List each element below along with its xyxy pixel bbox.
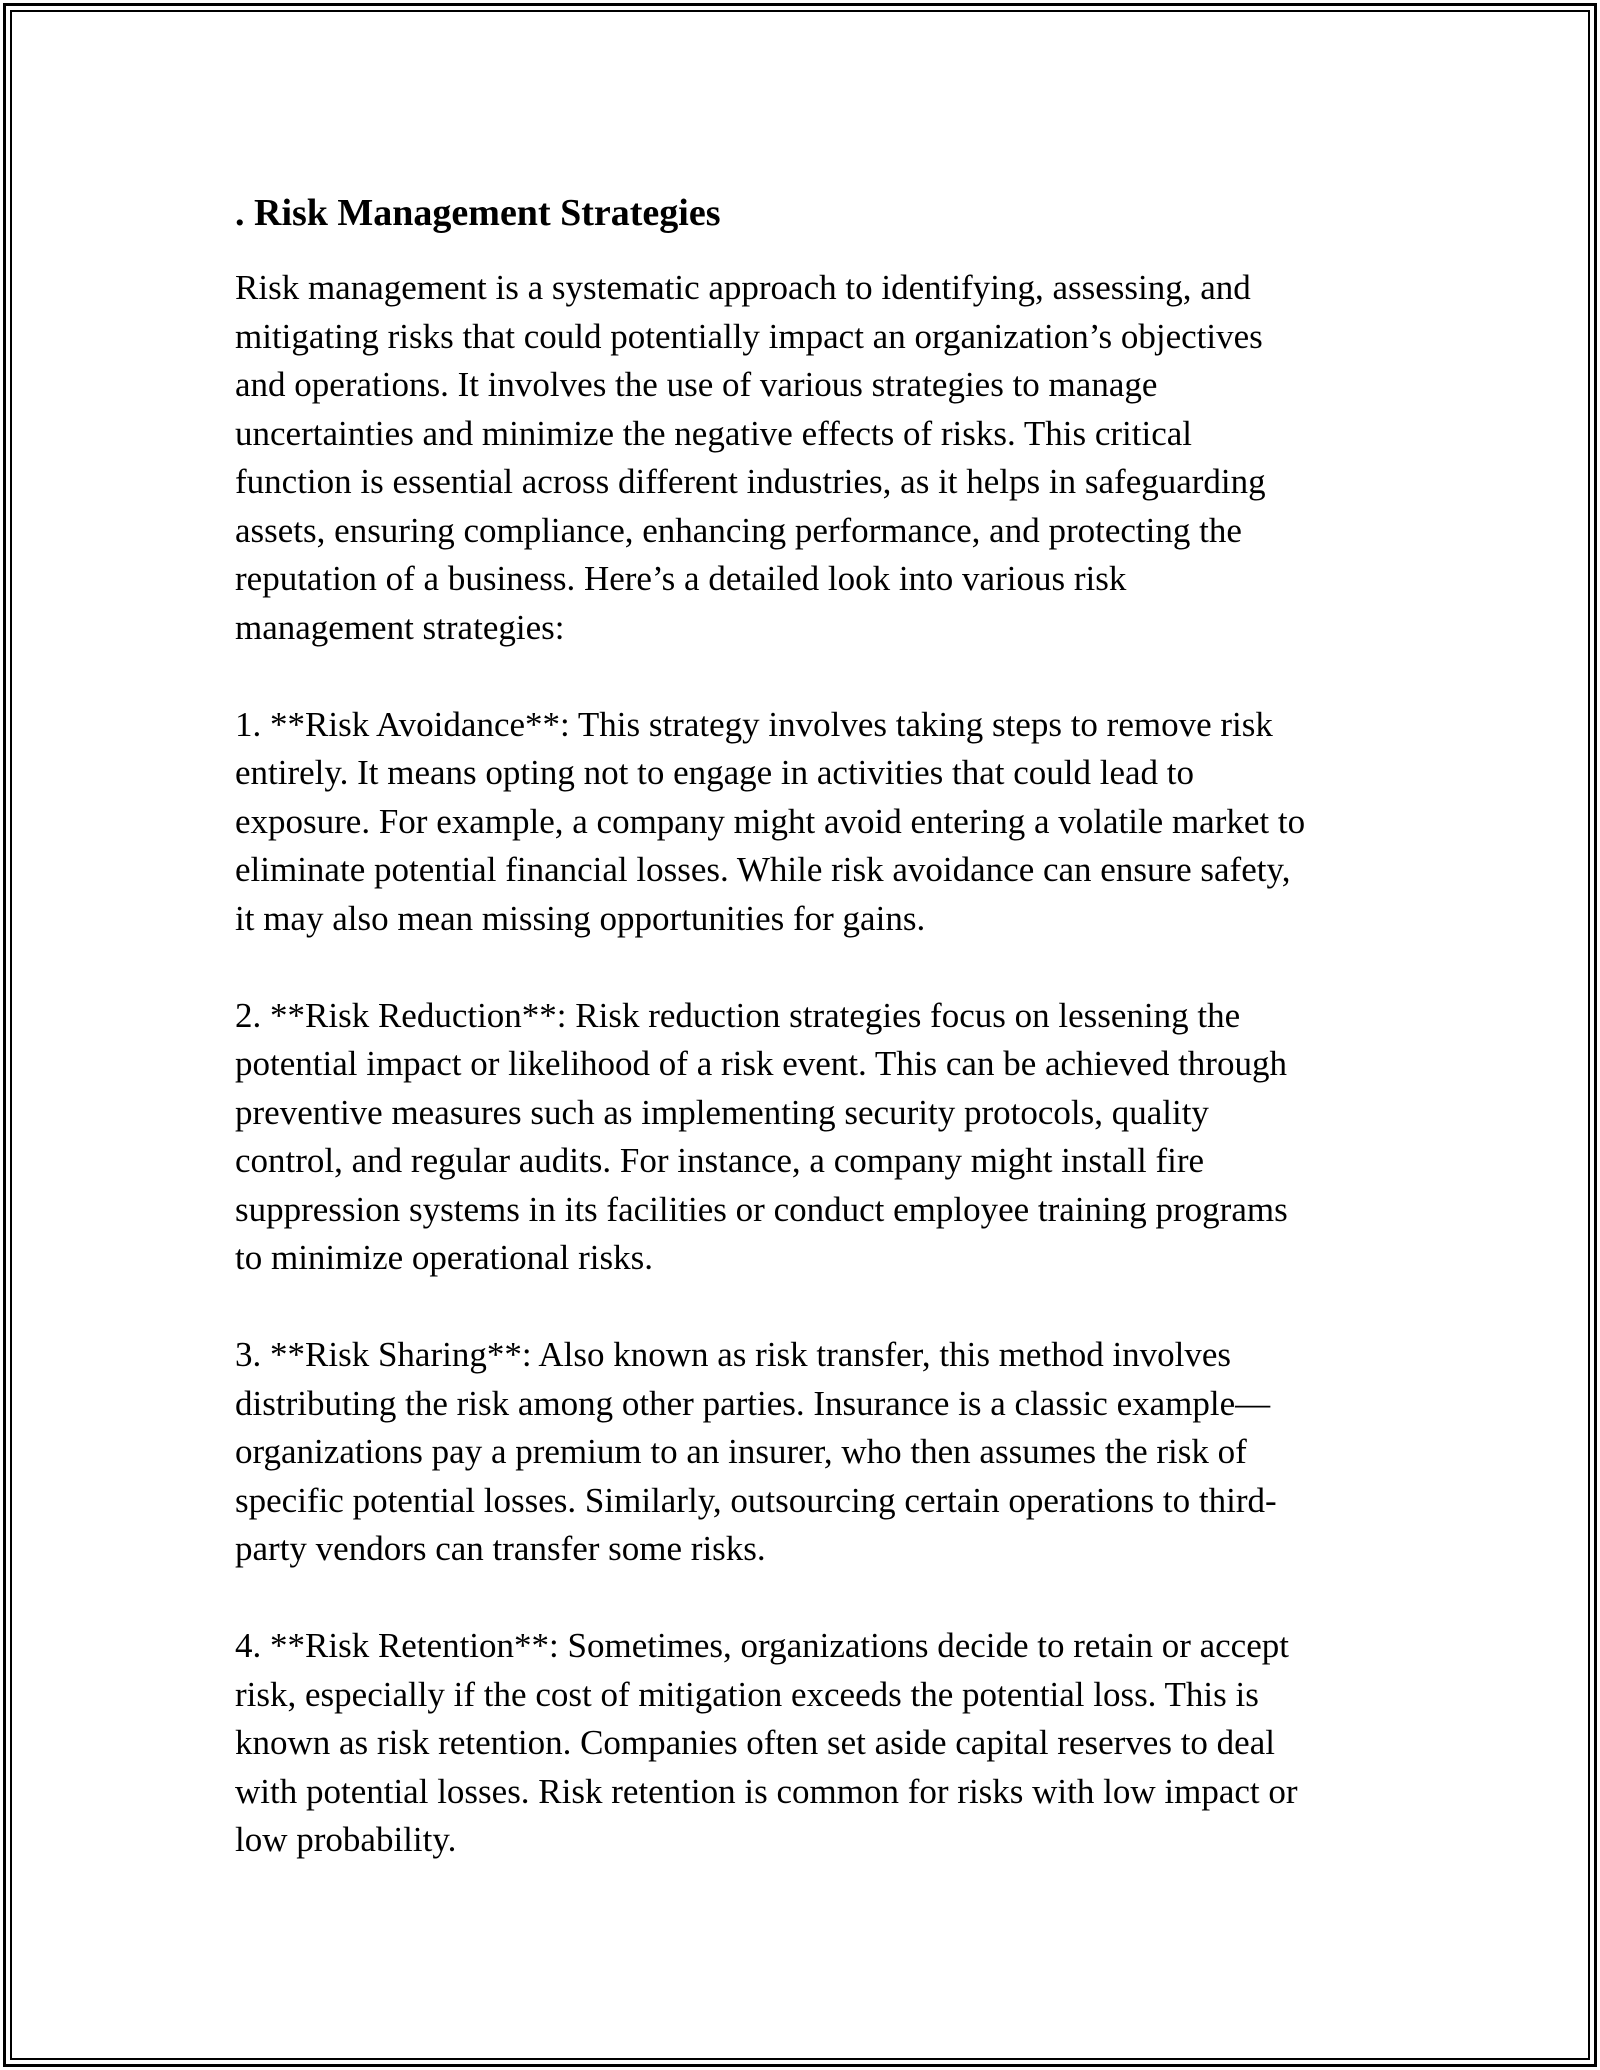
strategy-line: it may also mean missing opportunities for gains.: [235, 898, 926, 938]
strategy-risk-retention: [235, 1622, 1375, 1865]
strategy-line: 4. **Risk Retention**: Sometimes, organizations decide to retain or accept: [235, 1626, 1289, 1665]
strategy-line: suppression systems in its facilities or conduct employee training programs: [235, 1189, 1288, 1229]
intro-line: reputation of a business. Here’s a detailed look into various risk: [235, 559, 1127, 598]
intro-line: assets, ensuring compliance, enhancing performance, and protecting the: [235, 510, 1242, 550]
intro-line: and operations. It involves the use of various strategies to manage: [235, 365, 1158, 404]
strategy-line: low probability.: [235, 1820, 457, 1859]
strategy-line: preventive measures such as implementing security protocols, quality: [235, 1092, 1209, 1132]
document-content: [235, 188, 1375, 1865]
strategy-line: 1. **Risk Avoidance**: This strategy involves taking steps to remove risk: [235, 704, 1273, 744]
strategy-risk-avoidance: [235, 701, 1375, 944]
strategy-risk-reduction: [235, 992, 1375, 1283]
strategy-line: control, and regular audits. For instance, a company might install fire: [235, 1141, 1205, 1180]
strategy-risk-sharing: [235, 1331, 1375, 1574]
strategy-line: risk, especially if the cost of mitigation exceeds the potential loss. This is: [235, 1674, 1259, 1714]
strategy-line: known as risk retention. Companies often set aside capital reserves to deal: [235, 1723, 1275, 1762]
strategy-line: to minimize operational risks.: [235, 1238, 653, 1277]
strategy-line: organizations pay a premium to an insurer, who then assumes the risk of: [235, 1432, 1247, 1471]
intro-line: mitigating risks that could potentially impact an organization’s objectives: [235, 316, 1263, 356]
strategy-line: party vendors can transfer some risks.: [235, 1529, 766, 1568]
intro-line: management strategies:: [235, 607, 565, 647]
strategy-line: specific potential losses. Similarly, outsourcing certain operations to third-: [235, 1480, 1277, 1520]
intro-paragraph: [235, 264, 1375, 652]
strategy-line: potential impact or likelihood of a risk event. This can be achieved through: [235, 1044, 1287, 1083]
strategy-line: with potential losses. Risk retention is common for risks with low impact or: [235, 1771, 1298, 1811]
intro-line: function is essential across different industries, as it helps in safeguarding: [235, 462, 1266, 501]
intro-line: Risk management is a systematic approach to identifying, assessing, and: [235, 268, 1251, 307]
section-heading: . Risk Management Strategies: [235, 192, 721, 234]
strategy-line: entirely. It means opting not to engage in activities that could lead to: [235, 753, 1194, 792]
strategy-line: eliminate potential financial losses. While risk avoidance can ensure safety,: [235, 850, 1291, 889]
strategy-line: 2. **Risk Reduction**: Risk reduction strategies focus on lessening the: [235, 995, 1241, 1035]
strategy-line: 3. **Risk Sharing**: Also known as risk transfer, this method involves: [235, 1335, 1232, 1374]
strategy-line: distributing the risk among other parties. Insurance is a classic example—: [235, 1383, 1271, 1423]
strategy-line: exposure. For example, a company might avoid entering a volatile market to: [235, 801, 1306, 841]
intro-line: uncertainties and minimize the negative effects of risks. This critical: [235, 413, 1192, 453]
